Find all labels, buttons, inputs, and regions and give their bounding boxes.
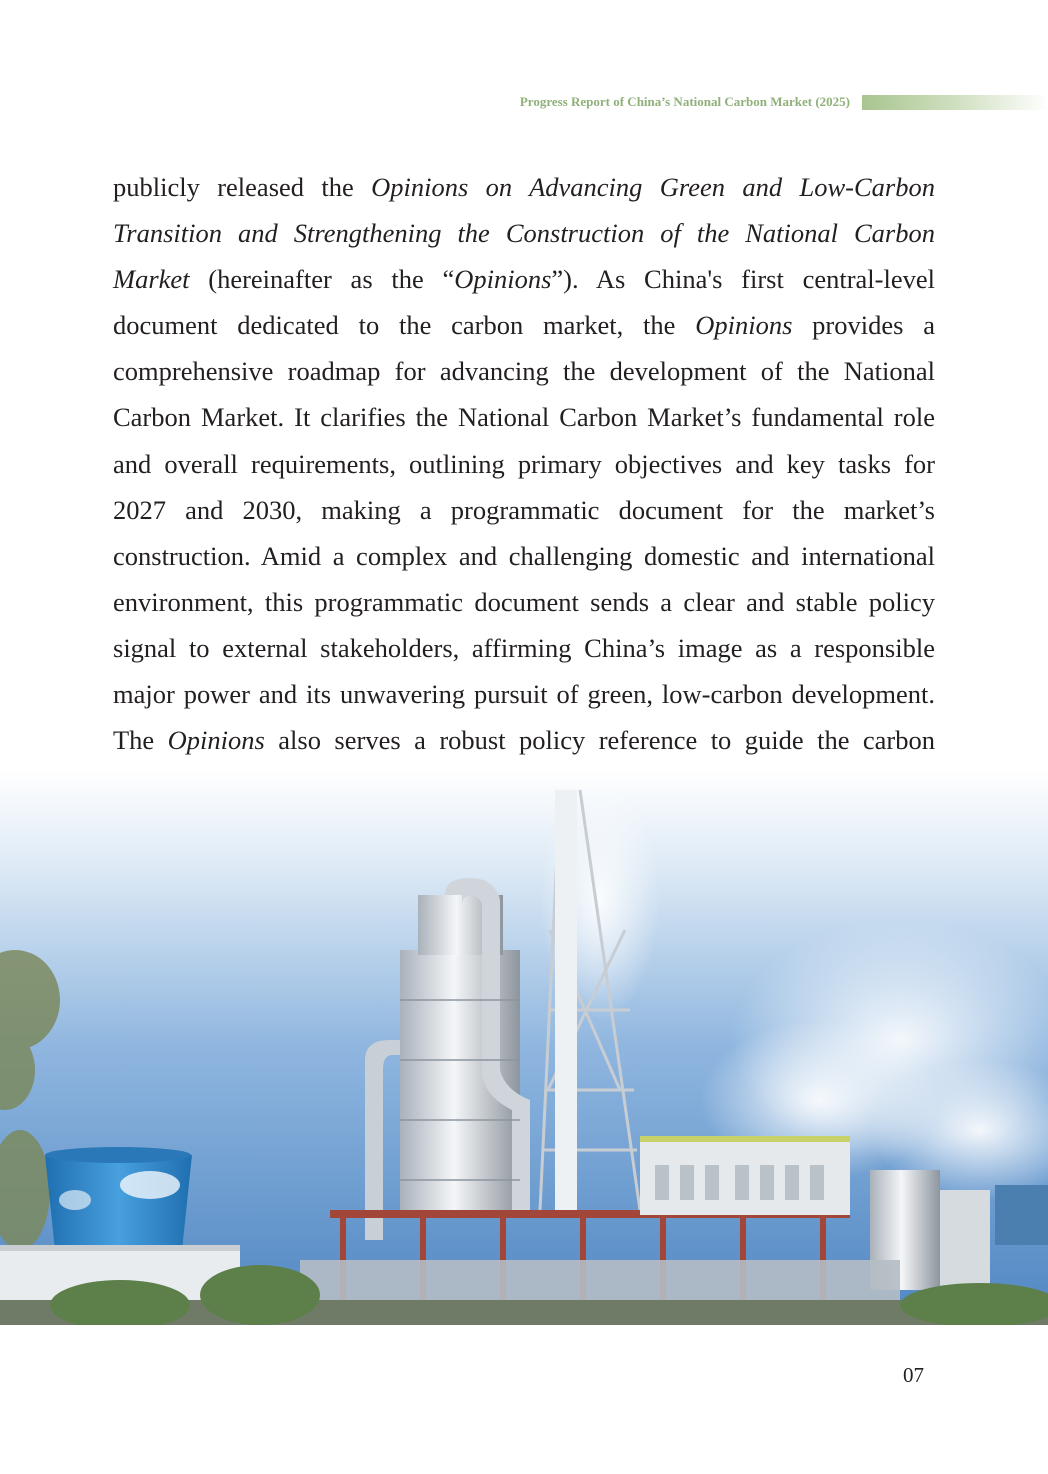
page-number: 07: [903, 1363, 924, 1387]
text-segment-italic: Opinions: [695, 310, 793, 341]
text-segment: provides a comprehensive roadmap for advancing the development of the National Carbon Market. It clarifies the National Carbon Market’s fundamental role and overall requirements, outlining primary objectives and key tasks for 2027 and 2030, making a programmatic document for the market’s construction. Amid a complex and challenging domestic and international environment, this programmatic document sends a clear and stable policy signal to external stakeholders, affirming China’s image as a responsible major power and its unwavering pursuit of green, low-carbon development. The: [113, 310, 935, 756]
text-segment: (hereinafter as the “: [189, 264, 455, 295]
body-paragraph: [113, 164, 935, 809]
industrial-plant-photo: [0, 770, 1048, 1325]
text-segment-italic: Opinions: [454, 264, 552, 295]
text-segment: ”). As China's first central-level document dedicated to the carbon market, the: [113, 264, 935, 341]
text-segment: also serves a robust policy reference to guide the carbon: [278, 725, 936, 756]
text-segment-italic: Opinions on Advancing Green and Low-Carbon Transition and Strengthening the Construction of the National Carbon Market: [113, 172, 935, 295]
text-segment: publicly released the: [113, 172, 372, 202]
plant-illustration: [0, 770, 1048, 1325]
text-segment-italic: Opinions: [167, 725, 265, 756]
running-header: [0, 92, 1048, 112]
running-header-title: Progress Report of China’s National Carbon Market (2025): [519, 94, 850, 109]
header-gradient-bar: [862, 95, 1048, 110]
